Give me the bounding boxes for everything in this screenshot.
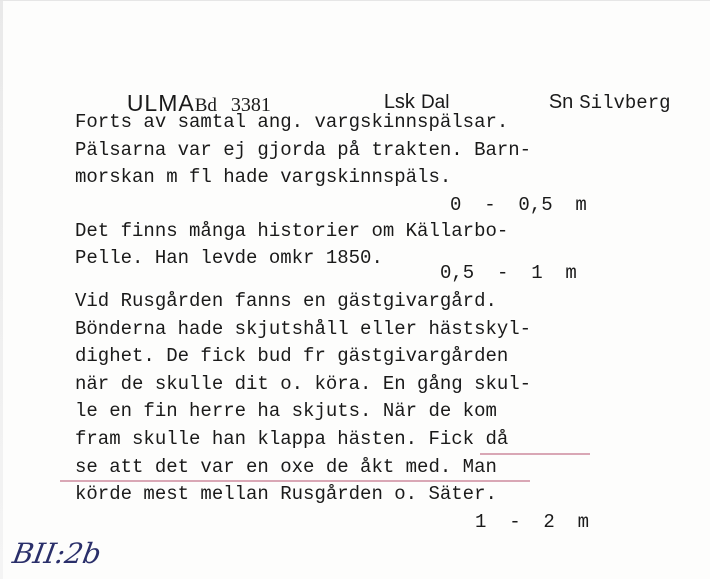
text-line: dighet. De fick bud fr gästgivargården — [75, 345, 509, 367]
town-field — [496, 65, 671, 140]
red-underline — [60, 480, 530, 482]
text-line: morskan m fl hade vargskinnspäls. — [75, 166, 452, 188]
archive-number: 3381 — [230, 94, 271, 116]
red-underline — [480, 453, 590, 455]
text-line: Pelle. Han levde omkr 1850. — [75, 247, 383, 269]
archive-code: ULMA — [126, 90, 195, 116]
text-line: le en fin herre ha skjuts. När de kom — [75, 400, 497, 422]
text-line: körde mest mellan Rusgården o. Säter. — [75, 483, 497, 505]
handwritten-signature: BII:2b — [10, 537, 104, 570]
text-line: se att det var en oxe de åkt med. Man — [75, 456, 497, 478]
text-line: Bönderna hade skjutshåll eller hästskyl- — [75, 318, 532, 340]
text-line: Vid Rusgården fanns en gästgivargård. — [75, 290, 497, 312]
text-line: fram skulle han klappa hästen. Fick då — [75, 428, 509, 450]
depth-range-1: 0 - 0,5 m — [450, 194, 587, 216]
depth-range-2: 0,5 - 1 m — [440, 262, 577, 284]
parish-value: Dal — [420, 92, 450, 113]
town-value: Silvberg — [579, 92, 671, 114]
text-line: Det finns många historier om Källarbo- — [75, 220, 509, 242]
text-line: Pälsarna var ej gjorda på trakten. Barn- — [75, 139, 532, 161]
parish-label: Lsk — [383, 91, 415, 113]
town-label: Sn — [548, 91, 574, 113]
text-line: när de skulle dit o. köra. En gång skul- — [75, 373, 532, 395]
depth-range-3: 1 - 2 m — [475, 511, 590, 533]
archive-prefix: Bd — [194, 95, 217, 116]
text-line: Forts av samtal ang. vargskinnspälsar. — [75, 111, 509, 133]
